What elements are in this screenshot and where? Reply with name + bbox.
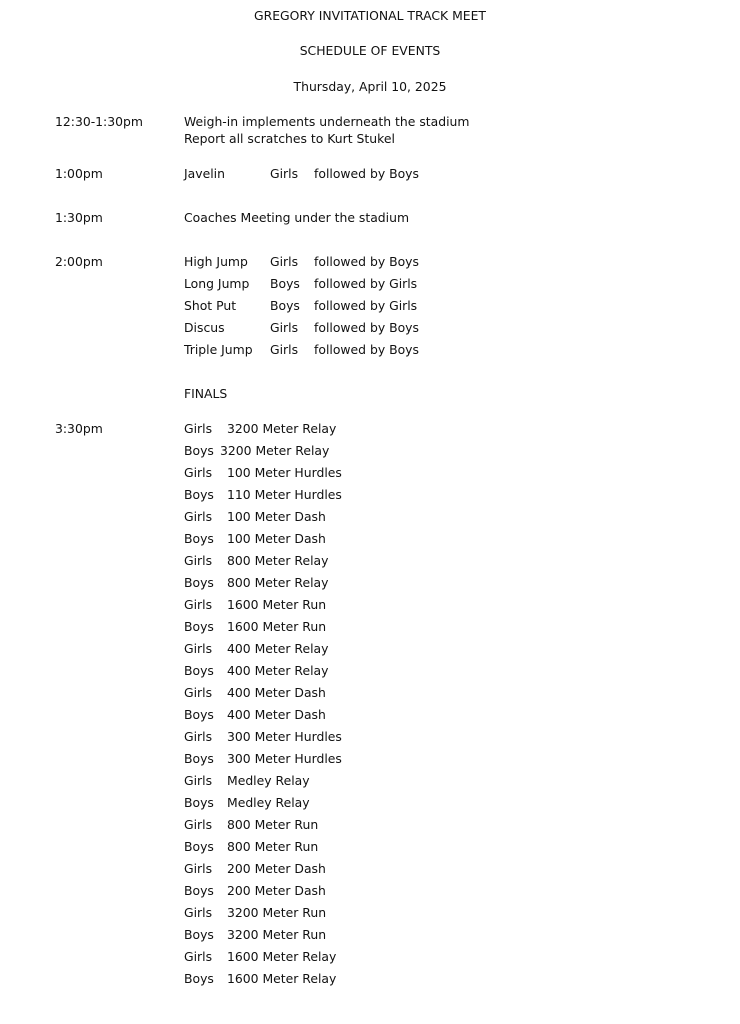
finals-event-name: 400 Meter Relay	[227, 663, 329, 678]
finals-heading: FINALS	[184, 386, 228, 401]
finals-event-name: 200 Meter Dash	[227, 883, 326, 898]
finals-event-gender: Boys	[184, 883, 214, 898]
finals-event-gender: Girls	[184, 773, 213, 788]
finals-event-gender: Girls	[184, 465, 213, 480]
field-event-name: Long Jump	[184, 276, 250, 291]
field-event-name: Shot Put	[184, 298, 237, 313]
finals-event-gender: Girls	[184, 861, 213, 876]
finals-event-gender: Girls	[184, 685, 213, 700]
field-event-then: followed by Girls	[314, 298, 418, 313]
finals-event-gender: Boys	[184, 751, 214, 766]
finals-event-name: 800 Meter Relay	[227, 553, 329, 568]
finals-time: 3:30pm	[55, 421, 103, 436]
weighin-line-1: Weigh-in implements underneath the stadium	[184, 114, 470, 129]
document-title: GREGORY INVITATIONAL TRACK MEET	[253, 8, 487, 23]
field-event-first: Girls	[270, 342, 299, 357]
field-event-then: followed by Boys	[314, 320, 419, 335]
finals-event-name: 3200 Meter Relay	[220, 443, 330, 458]
finals-event-name: 3200 Meter Run	[227, 927, 327, 942]
finals-event-gender: Girls	[184, 553, 213, 568]
javelin-then: followed by Boys	[314, 166, 419, 181]
finals-event-name: 100 Meter Dash	[227, 509, 326, 524]
finals-event-name: 200 Meter Dash	[227, 861, 326, 876]
field-time: 2:00pm	[55, 254, 103, 269]
finals-event-gender: Boys	[184, 487, 214, 502]
field-event-then: followed by Boys	[314, 342, 419, 357]
finals-event-name: 1600 Meter Relay	[227, 971, 337, 986]
finals-event-name: Medley Relay	[227, 795, 310, 810]
finals-event-gender: Boys	[184, 707, 214, 722]
finals-event-name: 100 Meter Dash	[227, 531, 326, 546]
field-event-then: followed by Boys	[314, 254, 419, 269]
finals-event-name: 3200 Meter Run	[227, 905, 327, 920]
finals-event-gender: Girls	[184, 949, 213, 964]
field-event-first: Boys	[270, 298, 300, 313]
field-event-first: Boys	[270, 276, 300, 291]
finals-event-name: 110 Meter Hurdles	[227, 487, 342, 502]
field-event-first: Girls	[270, 254, 299, 269]
javelin-time: 1:00pm	[55, 166, 103, 181]
weighin-time: 12:30-1:30pm	[55, 114, 143, 129]
finals-event-gender: Boys	[184, 575, 214, 590]
finals-event-gender: Girls	[184, 905, 213, 920]
finals-event-gender: Girls	[184, 729, 213, 744]
document-date: Thursday, April 10, 2025	[293, 79, 447, 94]
finals-event-name: 300 Meter Hurdles	[227, 751, 342, 766]
coaches-text: Coaches Meeting under the stadium	[184, 210, 410, 225]
finals-event-gender: Boys	[184, 971, 214, 986]
finals-event-name: 1600 Meter Run	[227, 597, 327, 612]
finals-event-name: 3200 Meter Relay	[227, 421, 337, 436]
finals-event-name: 800 Meter Run	[227, 817, 319, 832]
finals-event-gender: Girls	[184, 641, 213, 656]
finals-event-name: 1600 Meter Run	[227, 619, 327, 634]
field-event-name: Triple Jump	[184, 342, 253, 357]
finals-event-gender: Boys	[184, 839, 214, 854]
finals-event-name: 300 Meter Hurdles	[227, 729, 342, 744]
finals-event-gender: Girls	[184, 421, 213, 436]
finals-event-name: 400 Meter Dash	[227, 685, 326, 700]
weighin-line-2: Report all scratches to Kurt Stukel	[184, 131, 395, 146]
finals-event-gender: Boys	[184, 795, 214, 810]
finals-event-gender: Girls	[184, 509, 213, 524]
finals-event-gender: Girls	[184, 817, 213, 832]
finals-event-name: 400 Meter Dash	[227, 707, 326, 722]
finals-event-gender: Boys	[184, 663, 214, 678]
field-event-then: followed by Girls	[314, 276, 418, 291]
finals-event-gender: Boys	[184, 443, 214, 458]
document-subtitle: SCHEDULE OF EVENTS	[299, 43, 441, 58]
finals-event-name: 400 Meter Relay	[227, 641, 329, 656]
javelin-first: Girls	[270, 166, 299, 181]
finals-event-gender: Boys	[184, 619, 214, 634]
finals-event-gender: Boys	[184, 531, 214, 546]
finals-event-name: 1600 Meter Relay	[227, 949, 337, 964]
finals-event-name: 100 Meter Hurdles	[227, 465, 342, 480]
field-event-name: High Jump	[184, 254, 248, 269]
field-event-first: Girls	[270, 320, 299, 335]
finals-event-name: 800 Meter Run	[227, 839, 319, 854]
coaches-time: 1:30pm	[55, 210, 103, 225]
finals-event-name: 800 Meter Relay	[227, 575, 329, 590]
field-event-name: Discus	[184, 320, 225, 335]
finals-event-gender: Boys	[184, 927, 214, 942]
finals-event-name: Medley Relay	[227, 773, 310, 788]
finals-event-gender: Girls	[184, 597, 213, 612]
javelin-event: Javelin	[184, 166, 225, 181]
